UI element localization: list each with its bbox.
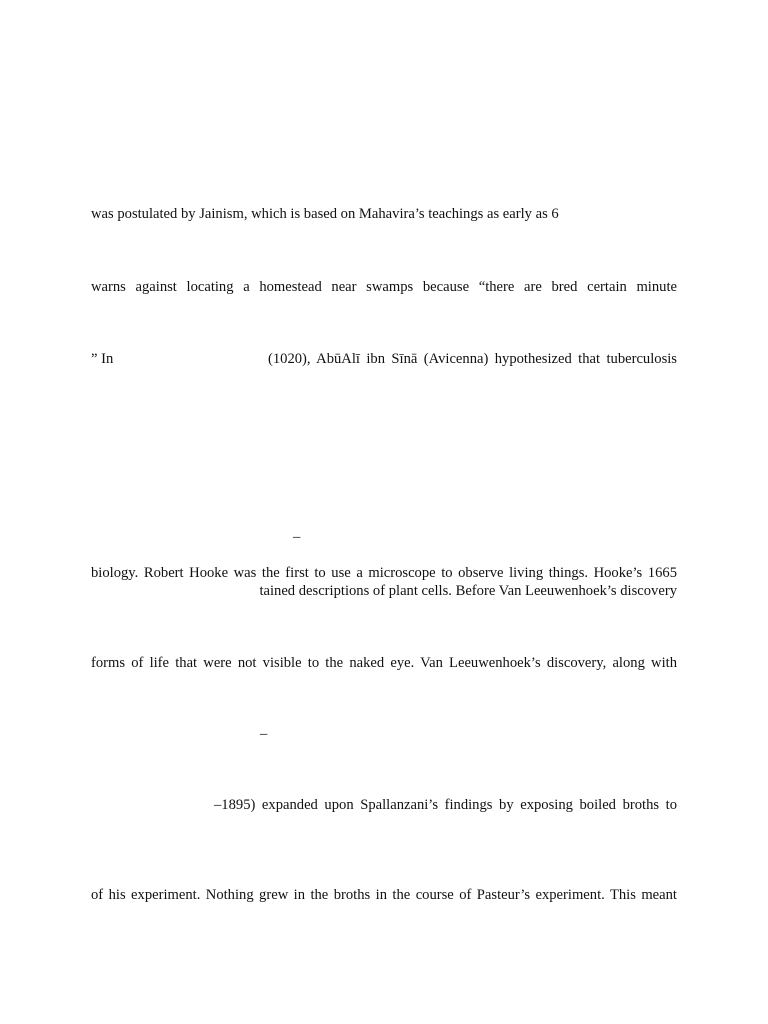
text-line: was postulated by Jainism, which is based on Mahavira’s teachings as early as 6: [91, 206, 559, 222]
text-fragment: –1895) expanded upon Spallanzani’s findings by exposing boiled broths to: [214, 797, 677, 813]
dash-fragment: –: [293, 529, 301, 545]
dash-fragment: –: [260, 726, 268, 742]
text-fragment: (1020), AbūAlī ibn Sīnā (Avicenna) hypothesized that tuberculosis: [268, 351, 677, 367]
text-fragment: tained descriptions of plant cells. Before Van Leeuwenhoek’s discovery: [259, 583, 677, 599]
text-line: biology. Robert Hooke was the first to use a microscope to observe living things. Hooke’s 1665: [91, 565, 677, 581]
text-line: forms of life that were not visible to the naked eye. Van Leeuwenhoek’s discovery, along with: [91, 655, 677, 671]
text-line: of his experiment. Nothing grew in the broths in the course of Pasteur’s experiment. This meant: [91, 887, 677, 903]
text-fragment: ” In: [91, 351, 114, 367]
text-line: warns against locating a homestead near swamps because “there are bred certain minute: [91, 279, 677, 295]
